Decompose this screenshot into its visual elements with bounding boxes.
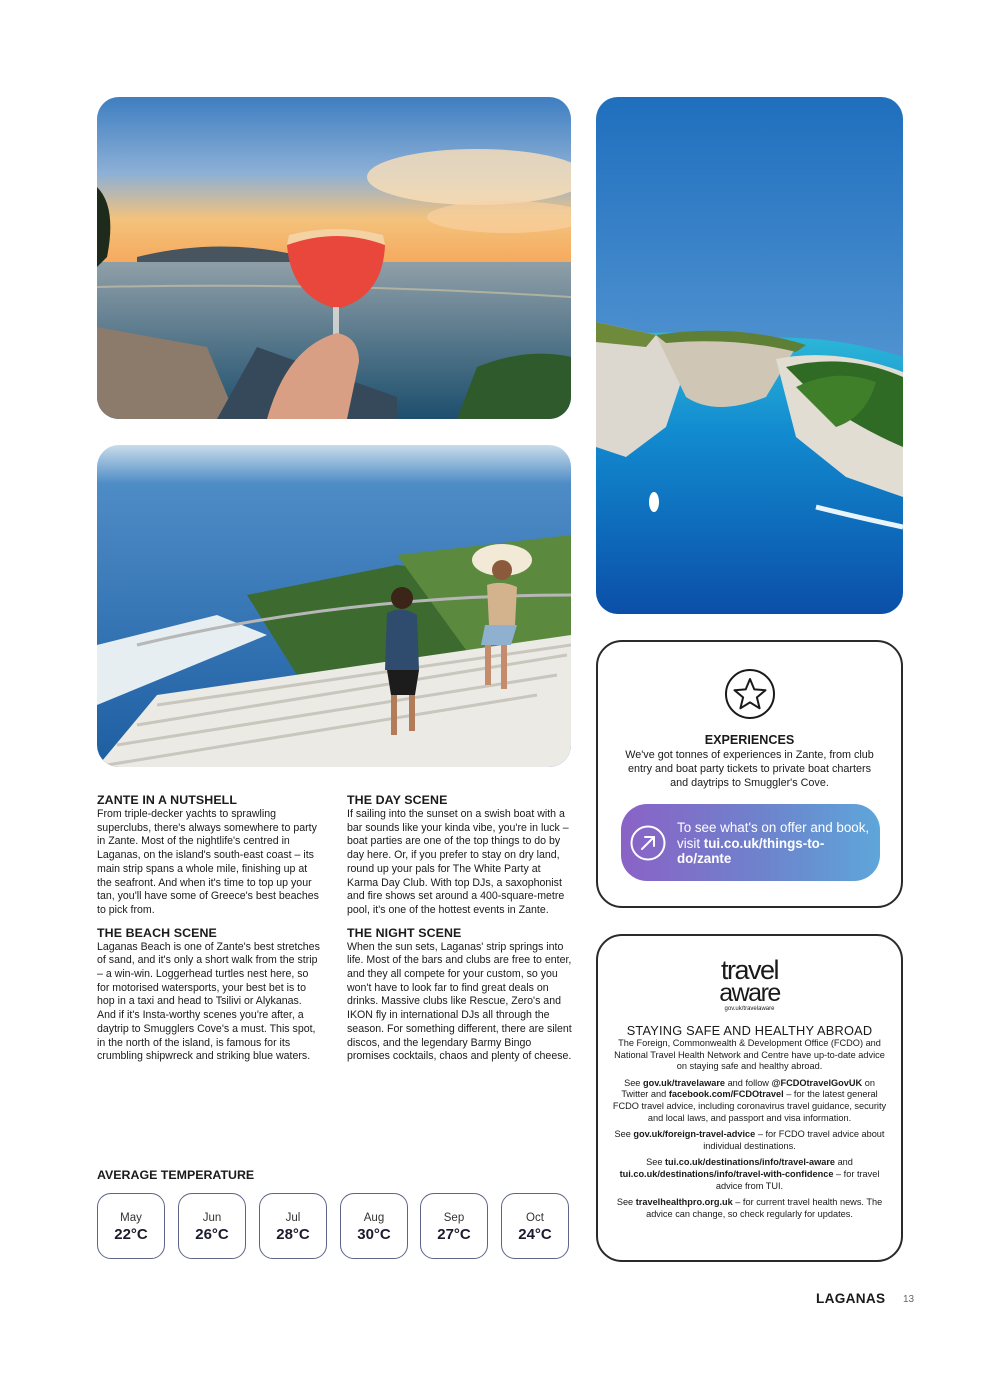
beach-scene-heading: THE BEACH SCENE — [97, 925, 217, 940]
temperature-value: 27°C — [437, 1226, 471, 1243]
right-text-column — [347, 793, 572, 1072]
cta-label: To see what's on offer and book, visit — [677, 820, 870, 851]
section-footer: LAGANAS — [816, 1291, 886, 1306]
experiences-box — [596, 640, 903, 908]
night-scene-body: When the sun sets, Laganas' strip springs into life. Most of the bars and clubs are free to enter, and they all compete for your custom, so you won't have to look far to find great deals on drinks. Massive clubs like Rescue, Zero's and IKON fly in international DJs all through the season. For something different, there are silent discos, and the legendary Barmy Bingo promises cocktails, chaos and plenty of cheese. — [347, 940, 572, 1063]
travelaware-link[interactable]: gov.uk/travelaware — [642, 1077, 726, 1088]
logo-url: gov.uk/travelaware — [724, 1006, 775, 1012]
left-text-column — [97, 793, 322, 1072]
tui-travel-confidence-link[interactable]: tui.co.uk/destinations/info/travel-with-confidence — [619, 1168, 834, 1179]
cocktail-at-sunset-photo — [97, 97, 571, 419]
safety-paragraph-1: See gov.uk/travelaware and follow @FCDOtravelGovUK on Twitter and facebook.com/FCDOtravel – for the latest general FCDO travel advice, including coronavirus travel guidance, security and local laws, and passport and visa information. — [612, 1077, 887, 1123]
temperature-value: 30°C — [357, 1226, 391, 1243]
safety-paragraph-4: See travelhealthpro.org.uk – for current travel health news. The advice can change, so check regularly for updates. — [616, 1197, 883, 1219]
travelhealthpro-link[interactable]: travelhealthpro.org.uk — [635, 1197, 733, 1208]
temperature-month: Aug — [363, 1212, 385, 1224]
temperature-card-sep — [420, 1193, 488, 1259]
temperature-month: Jul — [285, 1212, 301, 1224]
temperature-card-aug — [340, 1193, 408, 1259]
travel-aware-box — [596, 934, 903, 1262]
day-scene-body: If sailing into the sunset on a swish boat with a bar sounds like your kinda vibe, you're in luck – boat parties are one of the top things to do by day here. Or, if you prefer to stay on dry land, round up your pals for The White Party at Karma Day Club. With top DJs, a saxophonist and fire shows set around a 400-square-metre pool, it's one of the hottest events in Zante. — [347, 808, 569, 916]
experiences-booking-link[interactable] — [621, 804, 880, 881]
temperature-value: 24°C — [518, 1226, 552, 1243]
cta-text — [677, 820, 872, 867]
nutshell-heading: ZANTE IN A NUTSHELL — [97, 793, 238, 807]
logo-line-2: aware — [719, 979, 780, 1007]
temperature-value: 22°C — [114, 1226, 148, 1243]
day-scene-heading: THE DAY SCENE — [347, 793, 448, 807]
experiences-title: EXPERIENCES — [704, 733, 795, 747]
temperature-value: 28°C — [276, 1226, 310, 1243]
beach-scene-body: Laganas Beach is one of Zante's best stretches of sand, and it's only a short walk from the strip – a win-win. Loggerhead turtles nest here, so for motorised watersports, your best bet is to hop in a taxi and head to Tsilivi or Alykanas. And if it's Insta-worthy scenes you're after, a daytrip to Smugglers Cove's a must. This spot, in the north of the island, is famous for its crumbling shipwreck and striking blue waters. — [97, 940, 320, 1063]
fcdo-facebook-link[interactable]: facebook.com/FCDOtravel — [668, 1089, 784, 1100]
page-number: 13 — [903, 1294, 915, 1305]
navagio-cove-photo — [596, 97, 903, 614]
star-icon — [724, 668, 776, 720]
temperature-card-may — [97, 1193, 165, 1259]
cta-url[interactable]: tui.co.uk/things-to-do/zante — [677, 835, 825, 866]
temperature-value: 26°C — [195, 1226, 229, 1243]
temperature-month: Jun — [202, 1212, 222, 1224]
couple-on-stairs-photo — [97, 445, 571, 767]
temperature-card-oct — [501, 1193, 569, 1259]
safety-intro: The Foreign, Commonwealth & Development Office (FCDO) and National Travel Health Network and Centre have up-to-date advice on staying safe and healthy abroad. — [614, 1038, 885, 1072]
night-scene-heading: THE NIGHT SCENE — [347, 925, 462, 940]
safety-paragraph-2: See gov.uk/foreign-travel-advice – for FCDO travel advice about individual destinations. — [614, 1129, 885, 1151]
fcdo-twitter-link[interactable]: @FCDOtravelGovUK — [771, 1077, 863, 1088]
temperature-card-jun — [178, 1193, 246, 1259]
temperature-month: May — [120, 1212, 142, 1224]
temperature-month: Oct — [526, 1212, 544, 1224]
nutshell-body: From triple-decker yachts to sprawling superclubs, there's always somewhere to party in Zante. Most of the nightlife's centred in Laganas, on the island's south-east coast – its main strip spans a whole mile, finishing up at the seafront. And when it's time to top up your tan, you'll have some of Greece's best beaches to pick from. — [97, 808, 319, 916]
safety-title: STAYING SAFE AND HEALTHY ABROAD — [626, 1023, 873, 1038]
tui-travel-aware-link[interactable]: tui.co.uk/destinations/info/travel-aware — [665, 1157, 836, 1168]
safety-paragraph-3: See tui.co.uk/destinations/info/travel-aware and tui.co.uk/destinations/info/travel-with-confidence – for travel advice from TUI. — [619, 1157, 880, 1191]
safety-body — [612, 1038, 887, 1225]
logo-line-1: travel — [720, 955, 779, 985]
temperature-card-jul — [259, 1193, 327, 1259]
arrow-up-right-icon — [630, 825, 666, 861]
travel-aware-logo — [598, 955, 901, 1013]
foreign-travel-advice-link[interactable]: gov.uk/foreign-travel-advice — [633, 1129, 756, 1140]
temperature-month: Sep — [443, 1212, 465, 1224]
average-temperature-heading: AVERAGE TEMPERATURE — [97, 1168, 255, 1182]
experiences-body: We've got tonnes of experiences in Zante, from club entry and boat party tickets to private boat charters and daytrips to Smuggler's Cove. — [625, 749, 874, 789]
